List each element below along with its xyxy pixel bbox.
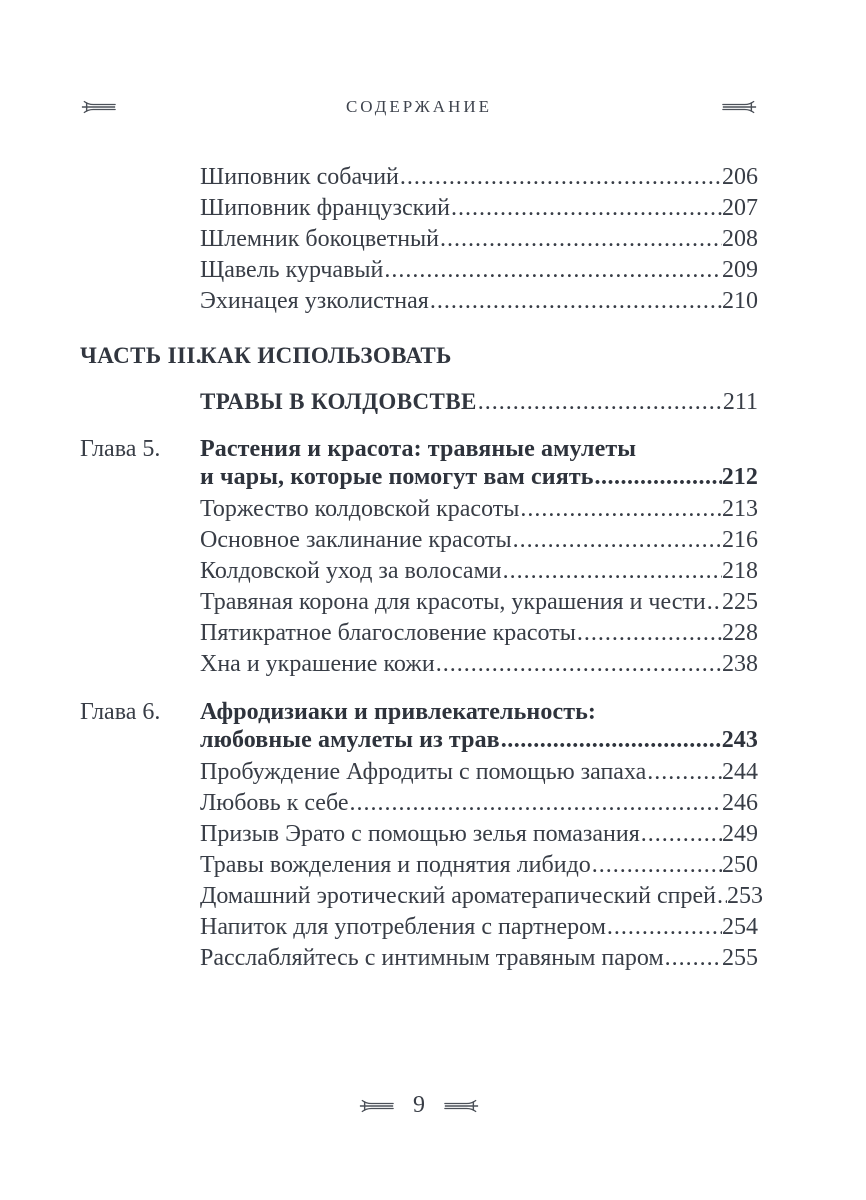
toc-entry xyxy=(80,556,758,587)
flourish-arrow-right-icon xyxy=(442,1098,480,1114)
toc-entry xyxy=(80,649,758,680)
toc-part-title-cont: ТРАВЫ В КОЛДОВСТВЕ xyxy=(200,389,477,414)
dot-leader-icon xyxy=(577,618,722,649)
flourish-arrow-left-icon xyxy=(80,99,118,115)
toc-chapter-line2 xyxy=(80,463,758,491)
toc-entry-title: Напиток для употребления с партнером xyxy=(200,914,606,940)
toc-part-line2 xyxy=(80,387,758,417)
toc-entry xyxy=(80,162,758,193)
toc-chapter-heading xyxy=(80,435,758,491)
toc-entry-title: Расслабляйтесь с интимным травяным паром xyxy=(200,945,664,971)
dot-leader-icon xyxy=(641,819,722,850)
toc-entry xyxy=(80,224,758,255)
toc-entry-page: 244 xyxy=(722,759,758,785)
toc-entry-page: 246 xyxy=(722,790,758,816)
toc-chapter-page: 212 xyxy=(721,464,758,490)
toc-part-page: 211 xyxy=(722,389,758,415)
dot-leader-icon xyxy=(717,881,727,912)
dot-leader-icon xyxy=(595,463,722,491)
toc-chapter-title: Афродизиаки и привлекательность: xyxy=(200,699,596,725)
toc-entry-page: 209 xyxy=(722,257,758,283)
toc-entry xyxy=(80,255,758,286)
toc-entry-title: Шлемник бокоцветный xyxy=(200,226,440,252)
page-number: 9 xyxy=(413,1092,425,1118)
toc-chapter-line2 xyxy=(80,726,758,754)
toc-entry-title: Хна и украшение кожи xyxy=(200,651,435,677)
toc-entry-page: 225 xyxy=(722,589,758,615)
toc-entry-page: 210 xyxy=(722,288,758,314)
page-header xyxy=(80,97,758,117)
dot-leader-icon xyxy=(520,494,722,525)
toc-entry-page: 228 xyxy=(722,620,758,646)
toc-entry-title: Травы вожделения и поднятия либидо xyxy=(200,852,591,878)
toc-entry-title: Торжество колдовской красоты xyxy=(200,496,520,522)
toc-entry-title: Шиповник собачий xyxy=(200,164,399,190)
toc-entry-title: Колдовской уход за волосами xyxy=(200,558,502,584)
toc-entry-title: Щавель курчавый xyxy=(200,257,384,283)
toc-chapter-label: Глава 6. xyxy=(80,699,161,725)
toc-entry-title: Домашний эротический ароматерапический спрей xyxy=(200,883,716,909)
toc-entry-title: Шиповник французский xyxy=(200,195,450,221)
dot-leader-icon xyxy=(430,286,722,317)
toc-entry-page: 208 xyxy=(722,226,758,252)
toc-entry-page: 250 xyxy=(722,852,758,878)
toc-entry xyxy=(80,286,758,317)
toc-entry-page: 218 xyxy=(722,558,758,584)
toc-entry xyxy=(80,819,758,850)
toc-part-heading xyxy=(80,341,758,417)
toc-entry-title: Пятикратное благословение красоты xyxy=(200,620,576,646)
dot-leader-icon xyxy=(384,255,722,286)
dot-leader-icon xyxy=(440,224,722,255)
toc-entry-page: 254 xyxy=(722,914,758,940)
toc-entry-title: Травяная корона для красоты, украшения и чести xyxy=(200,589,706,615)
toc-entry xyxy=(80,850,758,881)
toc-chapter-title-cont: любовные амулеты из трав xyxy=(200,727,500,753)
dot-leader-icon xyxy=(501,726,722,754)
toc-part-line1 xyxy=(80,341,758,371)
toc-entry-page: 213 xyxy=(722,496,758,522)
toc-entry-page: 249 xyxy=(722,821,758,847)
flourish-arrow-left-icon xyxy=(358,1098,396,1114)
toc-entry-page: 238 xyxy=(722,651,758,677)
toc-entry-page: 255 xyxy=(722,945,758,971)
toc-entry-title: Призыв Эрато с помощью зелья помазания xyxy=(200,821,640,847)
page-title: СОДЕРЖАНИЕ xyxy=(345,97,493,116)
toc-entry xyxy=(80,943,758,974)
toc-entry-page: 253 xyxy=(726,883,763,909)
toc-entry xyxy=(80,618,758,649)
toc-chapter-label: Глава 5. xyxy=(80,436,161,462)
toc-chapter-line1 xyxy=(80,698,758,726)
toc-entry-page: 207 xyxy=(722,195,758,221)
toc-entry-title: Эхинацея узколистная xyxy=(200,288,429,314)
dot-leader-icon xyxy=(451,193,722,224)
toc-entry xyxy=(80,494,758,525)
toc-entry-page: 206 xyxy=(722,164,758,190)
dot-leader-icon xyxy=(592,850,722,881)
toc-chapter-title: Растения и красота: травяные амулеты xyxy=(200,436,637,462)
toc-entry-title: Пробуждение Афродиты с помощью запаха xyxy=(200,759,647,785)
toc-part-label: ЧАСТЬ III. xyxy=(80,343,202,368)
flourish-arrow-right-icon xyxy=(720,99,758,115)
toc-chapter-page: 243 xyxy=(721,727,758,753)
toc-entry-page: 216 xyxy=(722,527,758,553)
table-of-contents xyxy=(80,162,763,974)
toc-chapter-title-cont: и чары, которые помогут вам сиять xyxy=(200,464,594,490)
toc-chapter-heading xyxy=(80,698,758,754)
toc-chapter-line1 xyxy=(80,435,758,463)
toc-entry xyxy=(80,881,763,912)
toc-entry xyxy=(80,587,758,618)
dot-leader-icon xyxy=(400,162,722,193)
toc-entry xyxy=(80,757,758,788)
dot-leader-icon xyxy=(707,587,722,618)
toc-entry xyxy=(80,193,758,224)
dot-leader-icon xyxy=(478,387,723,417)
toc-entry xyxy=(80,525,758,556)
dot-leader-icon xyxy=(607,912,722,943)
dot-leader-icon xyxy=(436,649,722,680)
dot-leader-icon xyxy=(513,525,722,556)
toc-entry xyxy=(80,788,758,819)
toc-entry xyxy=(80,912,758,943)
dot-leader-icon xyxy=(350,788,723,819)
dot-leader-icon xyxy=(647,757,722,788)
toc-entry-title: Основное заклинание красоты xyxy=(200,527,512,553)
dot-leader-icon xyxy=(665,943,722,974)
dot-leader-icon xyxy=(503,556,722,587)
toc-part-title: КАК ИСПОЛЬЗОВАТЬ xyxy=(200,343,452,368)
toc-entry-title: Любовь к себе xyxy=(200,790,349,816)
page-footer xyxy=(80,1092,758,1119)
